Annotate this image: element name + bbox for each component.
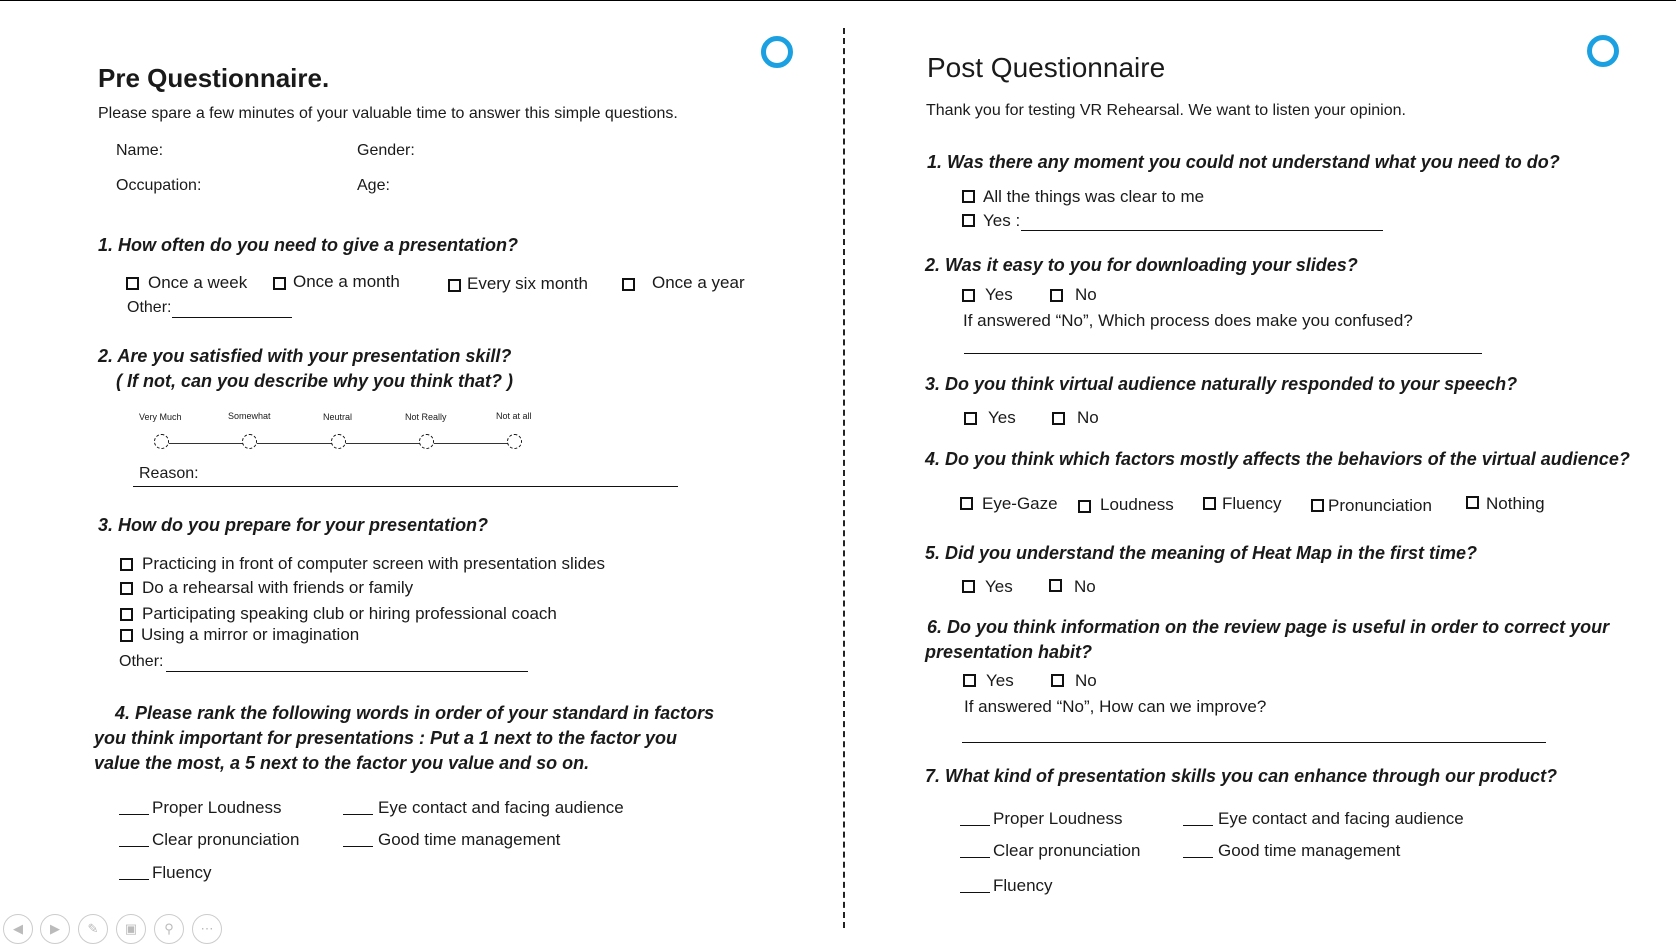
option-label: Every six month — [467, 274, 588, 293]
checkbox[interactable] — [126, 277, 139, 290]
rank-input-line[interactable] — [960, 825, 990, 826]
option-label: No — [1077, 408, 1099, 427]
rank-item: Clear pronunciation — [993, 841, 1141, 860]
option-label: Participating speaking club or hiring professional coach — [142, 604, 557, 623]
rank-item: Good time management — [378, 830, 561, 849]
rank-item: Proper Loudness — [152, 798, 282, 817]
other-label: Other: — [119, 653, 164, 670]
age-label: Age: — [357, 177, 390, 194]
answer-input-line[interactable] — [962, 742, 1546, 743]
checkbox[interactable] — [120, 582, 133, 595]
more-icon[interactable]: ⋯ — [192, 914, 222, 944]
scale-label: Somewhat — [228, 411, 271, 421]
checkbox[interactable] — [1311, 499, 1324, 512]
option-label: Once a week — [148, 273, 248, 292]
checkbox[interactable] — [120, 629, 133, 642]
option-label: Once a month — [293, 272, 400, 291]
post-q7-question: 7. What kind of presentation skills you can enhance through our product? — [925, 766, 1558, 786]
rank-input-line[interactable] — [343, 846, 373, 847]
yes-input-line[interactable] — [1021, 230, 1383, 231]
option-label: Yes — [988, 408, 1016, 427]
reason-label: Reason: — [139, 465, 199, 482]
pre-q2-subquestion: ( If not, can you describe why you think that? ) — [116, 371, 514, 391]
option-label: No — [1075, 285, 1097, 304]
checkbox[interactable] — [448, 279, 461, 292]
checkbox[interactable] — [962, 289, 975, 302]
followup-text: If answered “No”, Which process does make you confused? — [963, 311, 1413, 330]
option-label: Yes : — [983, 211, 1021, 230]
rank-item: Fluency — [993, 876, 1053, 895]
pen-icon[interactable]: ✎ — [78, 914, 108, 944]
option-label: Loudness — [1100, 495, 1174, 514]
option-label: Fluency — [1222, 494, 1282, 513]
checkbox[interactable] — [960, 497, 973, 510]
rank-item: Fluency — [152, 863, 212, 882]
scale-radio[interactable] — [242, 434, 257, 449]
rank-item: Eye contact and facing audience — [378, 798, 624, 817]
scale-radio[interactable] — [507, 434, 522, 449]
checkbox[interactable] — [1052, 412, 1065, 425]
rank-input-line[interactable] — [343, 814, 373, 815]
option-label: Do a rehearsal with friends or family — [142, 578, 414, 597]
pre-title: Pre Questionnaire. — [98, 63, 330, 93]
rank-input-line[interactable] — [1183, 825, 1213, 826]
checkbox[interactable] — [962, 580, 975, 593]
checkbox[interactable] — [1203, 497, 1216, 510]
checkbox[interactable] — [962, 214, 975, 227]
rank-input-line[interactable] — [119, 879, 149, 880]
rank-input-line[interactable] — [960, 857, 990, 858]
post-title: Post Questionnaire — [927, 52, 1166, 83]
checkbox[interactable] — [963, 674, 976, 687]
top-border — [0, 0, 1676, 1]
checkbox[interactable] — [120, 558, 133, 571]
option-label: Eye-Gaze — [982, 494, 1058, 513]
checkbox[interactable] — [964, 412, 977, 425]
reason-input-line[interactable] — [133, 486, 678, 487]
post-intro: Thank you for testing VR Rehearsal. We want to listen your opinion. — [926, 102, 1406, 119]
rank-item: Proper Loudness — [993, 809, 1123, 828]
rank-item: Eye contact and facing audience — [1218, 809, 1464, 828]
checkbox[interactable] — [1051, 674, 1064, 687]
option-label: Yes — [985, 285, 1013, 304]
option-label: Yes — [985, 577, 1013, 596]
option-label: Yes — [986, 671, 1014, 690]
option-label: Pronunciation — [1328, 496, 1432, 515]
rank-input-line[interactable] — [119, 846, 149, 847]
post-q2-question: 2. Was it easy to you for downloading your slides? — [925, 255, 1358, 275]
scale-label: Neutral — [323, 412, 353, 422]
option-label: Nothing — [1486, 494, 1545, 513]
checkbox[interactable] — [1050, 289, 1063, 302]
answer-input-line[interactable] — [964, 353, 1482, 354]
slides-icon[interactable]: ▣ — [116, 914, 146, 944]
checkbox[interactable] — [1466, 496, 1479, 509]
option-label: Once a year — [652, 273, 745, 292]
scale-label: Very Much — [139, 412, 182, 422]
pre-q1-question: 1. How often do you need to give a presentation? — [98, 235, 519, 255]
option-label: All the things was clear to me — [983, 187, 1205, 206]
occupation-label: Occupation: — [116, 177, 202, 194]
pre-intro: Please spare a few minutes of your valuable time to answer this simple questions. — [98, 105, 678, 122]
rank-input-line[interactable] — [960, 892, 990, 893]
followup-text: If answered “No”, How can we improve? — [964, 697, 1267, 716]
checkbox[interactable] — [273, 277, 286, 290]
name-label: Name: — [116, 142, 164, 159]
scale-label: Not at all — [496, 411, 532, 421]
checkbox[interactable] — [1078, 500, 1091, 513]
scale-radio[interactable] — [154, 434, 169, 449]
checkbox[interactable] — [1049, 579, 1062, 592]
gender-label: Gender: — [357, 142, 415, 159]
post-q6-question: 6. Do you think information on the review page is useful in order to correct your — [927, 617, 1610, 637]
post-q6-question: presentation habit? — [925, 642, 1093, 662]
checkbox[interactable] — [622, 278, 635, 291]
option-label: Practicing in front of computer screen with presentation slides — [142, 554, 606, 573]
rank-item: Good time management — [1218, 841, 1401, 860]
rank-input-line[interactable] — [1183, 857, 1213, 858]
post-q3-question: 3. Do you think virtual audience naturally responded to your speech? — [925, 374, 1518, 394]
scale-radio[interactable] — [331, 434, 346, 449]
checkbox[interactable] — [120, 608, 133, 621]
pre-q3-question: 3. How do you prepare for your presentation? — [98, 515, 489, 535]
option-label: No — [1074, 577, 1096, 596]
pre-q4-question: value the most, a 5 next to the factor you value and so on. — [94, 753, 590, 773]
scale-radio[interactable] — [419, 434, 434, 449]
zoom-icon[interactable]: ⚲ — [154, 914, 184, 944]
other-input-line[interactable] — [166, 671, 528, 672]
option-label: No — [1075, 671, 1097, 690]
post-q4-question: 4. Do you think which factors mostly affects the behaviors of the virtual audience? — [925, 449, 1630, 469]
previous-icon[interactable]: ◀ — [3, 914, 33, 944]
post-q1-question: 1. Was there any moment you could not understand what you need to do? — [927, 152, 1560, 172]
scale-label: Not Really — [405, 412, 447, 422]
circle-marker-icon — [1587, 35, 1619, 67]
circle-marker-icon — [761, 36, 793, 68]
other-input-line[interactable] — [172, 317, 292, 318]
checkbox[interactable] — [962, 190, 975, 203]
rank-input-line[interactable] — [119, 814, 149, 815]
other-label: Other: — [127, 299, 172, 316]
pre-q4-question: 4. Please rank the following words in order of your standard in factors — [115, 703, 715, 723]
option-label: Using a mirror or imagination — [141, 625, 360, 644]
pre-q4-question: you think important for presentations : Put a 1 next to the factor you — [94, 728, 678, 748]
page-divider — [843, 28, 845, 928]
rank-item: Clear pronunciation — [152, 830, 300, 849]
post-q5-question: 5. Did you understand the meaning of Heat Map in the first time? — [925, 543, 1478, 563]
next-icon[interactable]: ▶ — [40, 914, 70, 944]
pre-q2-question: 2. Are you satisfied with your presentation skill? — [98, 346, 512, 366]
